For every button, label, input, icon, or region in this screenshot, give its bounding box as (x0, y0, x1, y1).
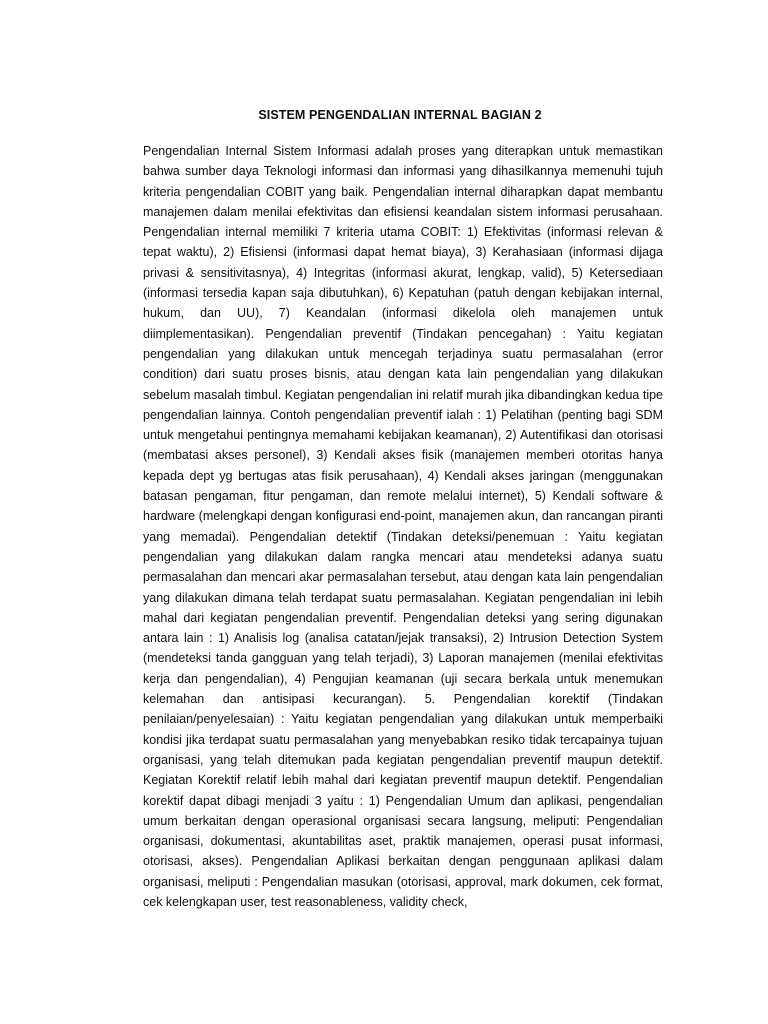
document-body-paragraph: Pengendalian Internal Sistem Informasi adalah proses yang diterapkan untuk memastikan bahwa sumber daya Teknologi informasi dan informasi yang dihasilkannya memenuhi tujuh kriteria pengendalian COBIT yang baik. Pengendalian internal diharapkan dapat membantu manajemen dalam menilai efektivitas dan efisiensi keandalan sistem informasi perusahaan. Pengendalian internal memiliki 7 kriteria utama COBIT: 1) Efektivitas (informasi relevan & tepat waktu), 2) Efisiensi (informasi dapat hemat biaya), 3) Kerahasiaan (informasi dijaga privasi & sensitivitasnya), 4) Integritas (informasi akurat, lengkap, valid), 5) Ketersediaan (informasi tersedia kapan saja dibutuhkan), 6) Kepatuhan (patuh dengan kebijakan internal, hukum, dan UU), 7) Keandalan (informasi dikelola oleh manajemen untuk diimplementasikan). Pengendalian preventif (Tindakan pencegahan) : Yaitu kegiatan pengendalian yang dilakukan untuk mencegah terjadinya suatu permasalahan (error condition) dari suatu proses bisnis, atau dengan kata lain pengendalian yang dilakukan sebelum masalah timbul. Kegiatan pengendalian ini relatif murah jika dibandingkan kedua tipe pengendalian lainnya. Contoh pengendalian preventif ialah : 1) Pelatihan (penting bagi SDM untuk mengetahui pentingnya memahami kebijakan keamanan), 2) Autentifikasi dan otorisasi (membatasi akses personel), 3) Kendali akses fisik (manajemen memberi otoritas hanya kepada dept yg bertugas atas fisik perusahaan), 4) Kendali akses jaringan (menggunakan batasan pengaman, fitur pengaman, dan remote melalui internet), 5) Kendali software & hardware (melengkapi dengan konfigurasi end-point, manajemen akun, dan rancangan piranti yang memadai). Pengendalian detektif (Tindakan deteksi/penemuan : Yaitu kegiatan pengendalian yang dilakukan dalam rangka mencari atau mendeteksi adanya suatu permasalahan dan mencari akar permasalahan tersebut, atau dengan kata lain pengendalian yang dilakukan dimana telah terdapat suatu permasalahan. Kegiatan pengendalian ini lebih mahal dari kegiatan pengendalian preventif. Pengendalian deteksi yang sering digunakan antara lain : 1) Analisis log (analisa catatan/jejak transaksi), 2) Intrusion Detection System (mendeteksi tanda gangguan yang telah terjadi), 3) Laporan manajemen (menilai efektivitas kerja dan pengendalian), 4) Pengujian keamanan (uji secara berkala untuk menemukan kelemahan dan antisipasi kecurangan). 5. Pengendalian korektif (Tindakan penilaian/penyelesaian) : Yaitu kegiatan pengendalian yang dilakukan untuk memperbaiki kondisi jika terdapat suatu permasalahan yang menyebabkan resiko tidak tercapainya tujuan organisasi, yang telah ditemukan pada kegiatan pengendalian preventif maupun detektif. Kegiatan Korektif relatif lebih mahal dari kegiatan preventif maupun detektif. Pengendalian korektif dapat dibagi menjadi 3 yaitu : 1) Pengendalian Umum dan aplikasi, pengendalian umum berkaitan dengan operasional organisasi secara langsung, meliputi: Pengendalian organisasi, dokumentasi, akuntabilitas aset, praktik manajemen, operasi pusat informasi, otorisasi, akses). Pengendalian Aplikasi berkaitan dengan penggunaan aplikasi dalam organisasi, meliputi : Pengendalian masukan (otorisasi, approval, mark dokumen, cek format, cek kelengkapan user, test reasonableness, validity check, (143, 144, 663, 909)
document-title: SISTEM PENGENDALIAN INTERNAL BAGIAN 2 (258, 108, 542, 122)
